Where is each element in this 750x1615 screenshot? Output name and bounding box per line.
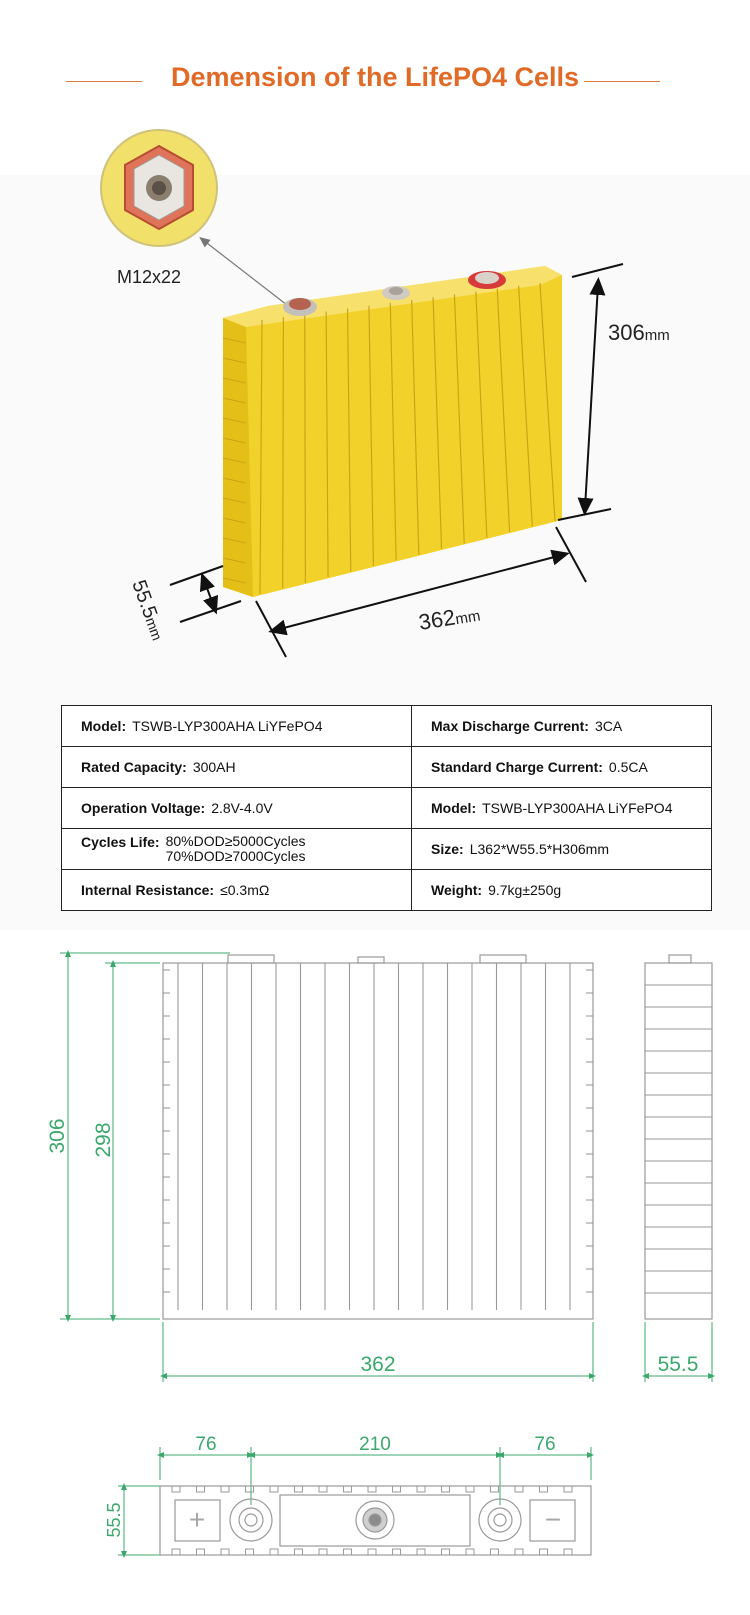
spec-value: 3CA xyxy=(594,718,623,734)
spec-cell xyxy=(412,788,712,829)
plus-terminal-symbol: + xyxy=(188,1504,206,1535)
front-view xyxy=(163,955,593,1319)
top-notch xyxy=(172,1486,180,1492)
table-row xyxy=(62,706,712,747)
page-title: Demension of the LifePO4 Cells xyxy=(170,62,580,92)
top-notch xyxy=(540,1486,548,1492)
top-notch xyxy=(393,1486,401,1492)
spec-cell xyxy=(412,870,712,911)
spec-value: L362*W55.5*H306mm xyxy=(469,841,609,857)
top-notch xyxy=(442,1486,450,1492)
spec-cell xyxy=(412,829,712,870)
terminal-callout-arrow xyxy=(203,240,287,305)
width-value: 55.5 xyxy=(127,577,162,622)
height-dimension xyxy=(558,264,623,520)
height-outer-label: 306 xyxy=(46,1118,69,1154)
cell-body xyxy=(223,266,562,597)
top-notch xyxy=(368,1486,376,1492)
cell-illustration xyxy=(0,120,750,680)
top-notch xyxy=(417,1549,425,1555)
dimension-labels xyxy=(46,1118,698,1537)
top-notch xyxy=(295,1486,303,1492)
top-notch xyxy=(246,1486,254,1492)
top-notch xyxy=(319,1549,327,1555)
top-notch xyxy=(515,1486,523,1492)
top-notch xyxy=(344,1486,352,1492)
top-notch xyxy=(491,1549,499,1555)
spec-key: Size: xyxy=(431,841,464,857)
length-value: 362 xyxy=(416,604,458,635)
top-notch xyxy=(270,1486,278,1492)
top-notch xyxy=(319,1486,327,1492)
cell-rib xyxy=(283,317,284,588)
spec-value: TSWB-LYP300AHA LiYFePO4 xyxy=(482,800,673,816)
top-notch xyxy=(246,1549,254,1555)
top-notch xyxy=(564,1549,572,1555)
top-notch xyxy=(540,1549,548,1555)
top-notch xyxy=(393,1549,401,1555)
drawing-dimensions xyxy=(60,953,712,1555)
spec-key: Rated Capacity: xyxy=(81,759,187,775)
top-notch xyxy=(197,1549,205,1555)
height-unit: mm xyxy=(644,327,670,344)
terminal-zoom-circle xyxy=(101,130,217,246)
top-view xyxy=(160,1486,591,1555)
spec-table xyxy=(61,705,712,911)
top-notch xyxy=(221,1549,229,1555)
top-notch xyxy=(417,1486,425,1492)
spec-value: 2.8V-4.0V xyxy=(211,800,273,816)
span-mid-label: 210 xyxy=(359,1434,391,1455)
top-notch xyxy=(515,1549,523,1555)
depth-label: 55.5 xyxy=(657,1353,699,1376)
top-notch xyxy=(491,1486,499,1492)
table-row xyxy=(62,747,712,788)
spec-key: Operation Voltage: xyxy=(81,800,206,816)
length-label: 362 xyxy=(360,1353,396,1376)
height-label xyxy=(608,320,670,345)
spec-value: TSWB-LYP300AHA LiYFePO4 xyxy=(132,718,323,734)
top-notch xyxy=(564,1486,572,1492)
height-inner-label: 298 xyxy=(92,1122,115,1158)
top-notch xyxy=(466,1486,474,1492)
spec-value: 300AH xyxy=(192,759,236,775)
cell-rib xyxy=(305,314,306,582)
top-notch xyxy=(368,1549,376,1555)
spec-cell xyxy=(62,788,412,829)
top-notch xyxy=(442,1549,450,1555)
minus-terminal-symbol: − xyxy=(544,1504,562,1535)
spec-cell xyxy=(412,747,712,788)
spec-value-line2: 70%DOD≥7000Cycles xyxy=(165,848,306,864)
spec-key: Weight: xyxy=(431,882,483,898)
top-notch xyxy=(344,1549,352,1555)
spec-key: Model: xyxy=(81,718,127,734)
spec-cell xyxy=(62,829,412,870)
title-right-rule xyxy=(584,81,660,82)
table-row xyxy=(62,870,712,911)
technical-drawing xyxy=(0,930,750,1615)
spec-cell xyxy=(412,706,712,747)
spec-cell xyxy=(62,870,412,911)
width-unit: mm xyxy=(142,615,166,643)
length-unit: mm xyxy=(454,607,482,629)
side-view xyxy=(645,955,712,1319)
spec-cell xyxy=(62,747,412,788)
spec-key: Model: xyxy=(431,800,477,816)
top-notch xyxy=(172,1549,180,1555)
span-left-label: 76 xyxy=(195,1434,217,1455)
top-notch xyxy=(466,1549,474,1555)
top-notch xyxy=(295,1549,303,1555)
spec-value: ≤0.3mΩ xyxy=(220,882,270,898)
top-notch xyxy=(197,1486,205,1492)
spec-value: 80%DOD≥5000Cycles xyxy=(165,833,306,849)
spec-cell xyxy=(62,706,412,747)
spec-key: Max Discharge Current: xyxy=(431,718,589,734)
spec-value: 9.7kg±250g xyxy=(488,882,562,898)
span-right-label: 76 xyxy=(534,1434,556,1455)
terminal-size-label: M12x22 xyxy=(117,267,182,287)
top-depth-label: 55.5 xyxy=(104,1502,124,1538)
spec-key: Internal Resistance: xyxy=(81,882,215,898)
spec-value: 0.5CA xyxy=(608,759,648,775)
table-row xyxy=(62,829,712,870)
height-value: 306 xyxy=(608,320,645,345)
length-label xyxy=(417,601,482,635)
top-notch xyxy=(270,1549,278,1555)
spec-key: Standard Charge Current: xyxy=(431,759,603,775)
top-notch xyxy=(221,1486,229,1492)
width-label xyxy=(127,577,169,643)
spec-key: Cycles Life: xyxy=(81,834,160,850)
table-row xyxy=(62,788,712,829)
